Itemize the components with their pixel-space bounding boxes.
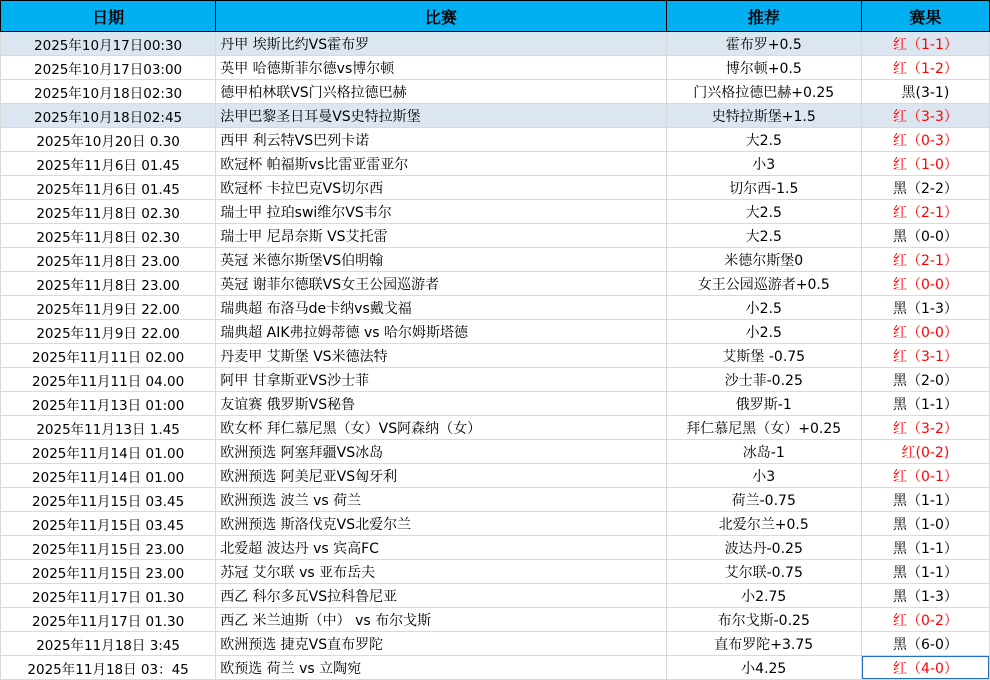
- cell-pick[interactable]: [666, 272, 861, 296]
- date-text: 2025年11月14日 01.00: [32, 445, 185, 462]
- match-text: 欧洲预选 波兰 vs 荷兰: [220, 492, 362, 509]
- date-text: 2025年11月8日 23.00: [36, 253, 180, 270]
- cell-pick[interactable]: [666, 56, 861, 80]
- table-row[interactable]: [1, 608, 990, 632]
- date-text: 2025年10月18日02:30: [34, 85, 183, 102]
- cell-result[interactable]: [861, 536, 989, 560]
- date-text: 2025年10月20日 0.30: [36, 133, 180, 150]
- result-text: 黑（1-3）: [892, 300, 958, 317]
- cell-match[interactable]: [216, 248, 666, 272]
- cell-pick[interactable]: [666, 128, 861, 152]
- cell-date[interactable]: [1, 392, 216, 416]
- cell-pick[interactable]: [666, 80, 861, 104]
- cell-result[interactable]: [861, 416, 989, 440]
- table-row[interactable]: [1, 80, 990, 104]
- date-text: 2025年11月11日 04.00: [32, 373, 185, 390]
- cell-date[interactable]: [1, 104, 216, 128]
- date-text: 2025年11月6日 01.45: [36, 157, 180, 174]
- result-text: 红（4-0）: [892, 660, 958, 677]
- cell-pick[interactable]: [666, 152, 861, 176]
- date-text: 2025年10月18日02:45: [34, 109, 183, 126]
- cell-result[interactable]: [861, 248, 989, 272]
- cell-date[interactable]: [1, 368, 216, 392]
- date-text: 2025年11月18日 03：45: [27, 661, 189, 678]
- date-text: 2025年11月17日 01.30: [32, 589, 185, 606]
- cell-match[interactable]: [216, 152, 666, 176]
- pick-text: 大2.5: [745, 204, 782, 221]
- cell-date[interactable]: [1, 200, 216, 224]
- cell-result[interactable]: [861, 176, 989, 200]
- match-text: 西甲 利云特VS巴列卡诺: [220, 132, 370, 149]
- table-row[interactable]: [1, 536, 990, 560]
- result-text: 红（3-1）: [892, 348, 958, 365]
- cell-result[interactable]: [861, 512, 989, 536]
- header-cell-pick: [666, 1, 861, 32]
- cell-pick[interactable]: [666, 536, 861, 560]
- match-text: 德甲柏林联VS门兴格拉德巴赫: [220, 84, 407, 101]
- result-text: 红（1-2）: [892, 60, 958, 77]
- pick-text: 小2.5: [745, 300, 782, 317]
- pick-text: 直布罗陀+3.75: [714, 636, 814, 653]
- pick-text: 荷兰-0.75: [731, 492, 796, 509]
- match-text: 瑞士甲 尼昂奈斯 VS艾托雷: [220, 228, 388, 245]
- pick-text: 小3: [752, 468, 776, 485]
- cell-result[interactable]: [861, 200, 989, 224]
- cell-match[interactable]: [216, 488, 666, 512]
- date-text: 2025年11月9日 22.00: [36, 301, 180, 318]
- date-text: 2025年11月8日 02.30: [36, 229, 180, 246]
- cell-result[interactable]: [861, 656, 989, 680]
- cell-pick[interactable]: [666, 488, 861, 512]
- date-text: 2025年11月6日 01.45: [36, 181, 180, 198]
- result-text: 红（0-0）: [892, 324, 958, 341]
- result-text: 红（1-0）: [892, 156, 958, 173]
- cell-pick[interactable]: [666, 608, 861, 632]
- cell-result[interactable]: [861, 368, 989, 392]
- pick-text: 小2.75: [741, 588, 787, 605]
- cell-pick[interactable]: [666, 104, 861, 128]
- cell-match[interactable]: [216, 104, 666, 128]
- cell-date[interactable]: [1, 80, 216, 104]
- cell-match[interactable]: [216, 608, 666, 632]
- match-text: 英冠 米德尔斯堡VS伯明翰: [220, 252, 384, 269]
- cell-date[interactable]: [1, 512, 216, 536]
- result-text: 黑（1-1）: [892, 492, 958, 509]
- match-text: 瑞典超 AIK弗拉姆蒂德 vs 哈尔姆斯塔德: [220, 324, 469, 341]
- cell-result[interactable]: [861, 56, 989, 80]
- result-text: 红（2-1）: [892, 204, 958, 221]
- table-row[interactable]: [1, 560, 990, 584]
- match-text: 欧洲预选 捷克VS直布罗陀: [220, 636, 384, 653]
- cell-result[interactable]: [861, 488, 989, 512]
- cell-pick[interactable]: [666, 512, 861, 536]
- result-text: 黑（2-2）: [892, 180, 958, 197]
- match-text: 欧洲预选 阿美尼亚VS匈牙利: [220, 468, 398, 485]
- table-row[interactable]: [1, 152, 990, 176]
- match-text: 英冠 谢菲尔德联VS女王公园巡游者: [220, 276, 440, 293]
- date-text: 2025年11月13日 1.45: [36, 421, 180, 438]
- cell-pick[interactable]: [666, 560, 861, 584]
- result-text: 黑（0-0）: [892, 228, 958, 245]
- pick-text: 冰岛-1: [742, 444, 785, 461]
- cell-date[interactable]: [1, 128, 216, 152]
- cell-date[interactable]: [1, 416, 216, 440]
- cell-result[interactable]: [861, 560, 989, 584]
- match-text: 瑞士甲 拉珀swi维尔VS韦尔: [220, 204, 392, 221]
- match-text: 丹甲 埃斯比约VS霍布罗: [220, 36, 370, 53]
- pick-text: 门兴格拉德巴赫+0.25: [693, 84, 835, 101]
- cell-pick[interactable]: [666, 296, 861, 320]
- cell-result[interactable]: [861, 224, 989, 248]
- cell-result[interactable]: [861, 128, 989, 152]
- result-text: 黑(3-1): [901, 84, 950, 101]
- cell-pick[interactable]: [666, 632, 861, 656]
- date-text: 2025年11月18日 3:45: [36, 637, 181, 654]
- pick-text: 艾斯堡 -0.75: [722, 348, 806, 365]
- match-text: 欧预选 荷兰 vs 立陶宛: [220, 660, 362, 677]
- match-text: 欧洲预选 阿塞拜疆VS冰岛: [220, 444, 384, 461]
- table-row[interactable]: [1, 632, 990, 656]
- cell-pick[interactable]: [666, 344, 861, 368]
- result-text: 黑（6-0）: [892, 636, 958, 653]
- table-row[interactable]: [1, 128, 990, 152]
- cell-match[interactable]: [216, 56, 666, 80]
- cell-date[interactable]: [1, 320, 216, 344]
- table-row[interactable]: [1, 440, 990, 464]
- match-text: 西乙 米兰迪斯（中） vs 布尔戈斯: [220, 612, 432, 629]
- pick-text: 小3: [752, 156, 776, 173]
- cell-match[interactable]: [216, 80, 666, 104]
- cell-pick[interactable]: [666, 224, 861, 248]
- result-text: 红（1-1）: [892, 36, 958, 53]
- result-text: 黑（2-0）: [892, 372, 958, 389]
- cell-pick[interactable]: [666, 464, 861, 488]
- cell-pick[interactable]: [666, 32, 861, 56]
- pick-text: 小4.25: [741, 660, 787, 677]
- table-header-row: [1, 1, 990, 32]
- table-row[interactable]: [1, 32, 990, 56]
- table-row[interactable]: [1, 488, 990, 512]
- cell-result[interactable]: [861, 152, 989, 176]
- result-text: 黑（1-1）: [892, 540, 958, 557]
- header-cell-result: [861, 1, 989, 32]
- cell-result[interactable]: [861, 104, 989, 128]
- result-text: 红（0-2）: [892, 612, 958, 629]
- cell-pick[interactable]: [666, 416, 861, 440]
- cell-match[interactable]: [216, 584, 666, 608]
- table-row[interactable]: [1, 56, 990, 80]
- cell-date[interactable]: [1, 152, 216, 176]
- table-row[interactable]: [1, 272, 990, 296]
- pick-text: 霍布罗+0.5: [725, 36, 802, 53]
- cell-date[interactable]: [1, 440, 216, 464]
- cell-pick[interactable]: [666, 176, 861, 200]
- cell-date[interactable]: [1, 344, 216, 368]
- date-text: 2025年11月15日 23.00: [32, 541, 185, 558]
- cell-pick[interactable]: [666, 584, 861, 608]
- pick-text: 沙士菲-0.25: [724, 372, 803, 389]
- pick-text: 史特拉斯堡+1.5: [711, 108, 816, 125]
- match-text: 北爱超 波达丹 vs 宾高FC: [220, 540, 379, 557]
- cell-date[interactable]: [1, 176, 216, 200]
- cell-result[interactable]: [861, 464, 989, 488]
- pick-text: 博尔顿+0.5: [725, 60, 802, 77]
- cell-pick[interactable]: [666, 320, 861, 344]
- match-text: 西乙 科尔多瓦VS拉科鲁尼亚: [220, 588, 398, 605]
- cell-date[interactable]: [1, 584, 216, 608]
- table-row[interactable]: [1, 464, 990, 488]
- cell-date[interactable]: [1, 632, 216, 656]
- table-row[interactable]: [1, 416, 990, 440]
- date-text: 2025年11月9日 22.00: [36, 325, 180, 342]
- cell-match[interactable]: [216, 440, 666, 464]
- cell-result[interactable]: [861, 344, 989, 368]
- table-row[interactable]: [1, 584, 990, 608]
- cell-result[interactable]: [861, 296, 989, 320]
- match-text: 欧冠杯 卡拉巴克VS切尔西: [220, 180, 384, 197]
- cell-date[interactable]: [1, 608, 216, 632]
- cell-match[interactable]: [216, 536, 666, 560]
- date-text: 2025年11月17日 01.30: [32, 613, 185, 630]
- date-text: 2025年11月15日 03.45: [32, 493, 185, 510]
- cell-date[interactable]: [1, 464, 216, 488]
- match-text: 英甲 哈德斯菲尔德vs博尔顿: [220, 60, 395, 77]
- pick-text: 布尔戈斯-0.25: [717, 612, 810, 629]
- pick-text: 艾尔联-0.75: [724, 564, 803, 581]
- cell-match[interactable]: [216, 128, 666, 152]
- cell-date[interactable]: [1, 248, 216, 272]
- table-row[interactable]: [1, 176, 990, 200]
- cell-result[interactable]: [861, 32, 989, 56]
- pick-text: 大2.5: [745, 132, 782, 149]
- cell-result[interactable]: [861, 632, 989, 656]
- cell-date[interactable]: [1, 536, 216, 560]
- cell-date[interactable]: [1, 488, 216, 512]
- result-text: 黑（1-3）: [892, 588, 958, 605]
- match-text: 友谊赛 俄罗斯VS秘鲁: [220, 396, 356, 413]
- cell-pick[interactable]: [666, 440, 861, 464]
- date-text: 2025年11月11日 02.00: [32, 349, 185, 366]
- result-text: 黑（1-1）: [892, 564, 958, 581]
- table-row[interactable]: [1, 224, 990, 248]
- pick-text: 女王公园巡游者+0.5: [697, 276, 830, 293]
- date-text: 2025年11月14日 01.00: [32, 469, 185, 486]
- match-text: 欧冠杯 帕福斯vs比雷亚雷亚尔: [220, 156, 409, 173]
- pick-text: 小2.5: [745, 324, 782, 341]
- pick-text: 波达丹-0.25: [724, 540, 803, 557]
- cell-match[interactable]: [216, 32, 666, 56]
- cell-pick[interactable]: [666, 392, 861, 416]
- cell-result[interactable]: [861, 608, 989, 632]
- cell-result[interactable]: [861, 440, 989, 464]
- cell-date[interactable]: [1, 56, 216, 80]
- cell-match[interactable]: [216, 296, 666, 320]
- table-row[interactable]: [1, 656, 990, 680]
- result-text: 红（0-1）: [892, 468, 958, 485]
- match-text: 苏冠 艾尔联 vs 亚布岳夫: [220, 564, 376, 581]
- header-cell-date: [1, 1, 216, 32]
- cell-date[interactable]: [1, 272, 216, 296]
- cell-match[interactable]: [216, 272, 666, 296]
- pick-text: 切尔西-1.5: [729, 180, 799, 197]
- table-row[interactable]: [1, 392, 990, 416]
- pick-text: 俄罗斯-1: [735, 396, 792, 413]
- cell-match[interactable]: [216, 656, 666, 680]
- result-text: 红（0-0）: [892, 276, 958, 293]
- cell-result[interactable]: [861, 584, 989, 608]
- result-text: 黑（1-0）: [892, 516, 958, 533]
- match-text: 阿甲 甘拿斯亚VS沙士菲: [220, 372, 370, 389]
- pick-text: 米德尔斯堡0: [724, 252, 804, 269]
- date-text: 2025年11月15日 03.45: [32, 517, 185, 534]
- cell-result[interactable]: [861, 392, 989, 416]
- pick-text: 拜仁慕尼黑（女）+0.25: [686, 420, 842, 437]
- result-text: 黑（1-1）: [892, 396, 958, 413]
- header-date-label: 日期: [92, 7, 125, 27]
- date-text: 2025年10月17日00:30: [34, 37, 183, 54]
- cell-result[interactable]: [861, 80, 989, 104]
- cell-pick[interactable]: [666, 248, 861, 272]
- table-row[interactable]: [1, 512, 990, 536]
- header-match-label: 比赛: [424, 7, 457, 27]
- date-text: 2025年11月8日 02.30: [36, 205, 180, 222]
- cell-match[interactable]: [216, 512, 666, 536]
- match-text: 欧洲预选 斯洛伐克VS北爱尔兰: [220, 516, 412, 533]
- match-text: 法甲巴黎圣日耳曼VS史特拉斯堡: [220, 108, 421, 125]
- match-text: 欧女杯 拜仁慕尼黑（女）VS阿森纳（女）: [220, 420, 482, 437]
- cell-match[interactable]: [216, 464, 666, 488]
- cell-date[interactable]: [1, 560, 216, 584]
- table-row[interactable]: [1, 248, 990, 272]
- cell-result[interactable]: [861, 272, 989, 296]
- table-row[interactable]: [1, 296, 990, 320]
- cell-match[interactable]: [216, 368, 666, 392]
- cell-match[interactable]: [216, 560, 666, 584]
- cell-pick[interactable]: [666, 656, 861, 680]
- match-text: 瑞典超 布洛马de卡纳vs戴戈福: [220, 300, 412, 317]
- cell-pick[interactable]: [666, 368, 861, 392]
- result-text: 红（3-2）: [892, 420, 958, 437]
- cell-date[interactable]: [1, 224, 216, 248]
- cell-match[interactable]: [216, 176, 666, 200]
- table-row[interactable]: [1, 344, 990, 368]
- header-pick-label: 推荐: [747, 7, 780, 27]
- result-text: 红（0-3）: [892, 132, 958, 149]
- cell-result[interactable]: [861, 320, 989, 344]
- table-row[interactable]: [1, 368, 990, 392]
- date-text: 2025年11月13日 01:00: [31, 397, 185, 414]
- result-text: 红(0-2): [901, 444, 950, 461]
- date-text: 2025年10月17日03:00: [34, 61, 183, 78]
- table-row[interactable]: [1, 200, 990, 224]
- cell-match[interactable]: [216, 392, 666, 416]
- header-result-label: 赛果: [909, 7, 942, 27]
- table-row[interactable]: [1, 320, 990, 344]
- cell-match[interactable]: [216, 416, 666, 440]
- cell-match[interactable]: [216, 200, 666, 224]
- cell-match[interactable]: [216, 632, 666, 656]
- pick-text: 北爱尔兰+0.5: [718, 516, 809, 533]
- cell-date[interactable]: [1, 32, 216, 56]
- match-text: 丹麦甲 艾斯堡 VS米德法特: [220, 348, 388, 365]
- date-text: 2025年11月8日 23.00: [36, 277, 180, 294]
- table-row[interactable]: [1, 104, 990, 128]
- result-text: 红（2-1）: [892, 252, 958, 269]
- result-text: 红（3-3）: [892, 108, 958, 125]
- pick-text: 大2.5: [745, 228, 782, 245]
- cell-date[interactable]: [1, 296, 216, 320]
- cell-pick[interactable]: [666, 200, 861, 224]
- cell-date[interactable]: [1, 656, 216, 680]
- cell-match[interactable]: [216, 320, 666, 344]
- date-text: 2025年11月15日 23.00: [32, 565, 185, 582]
- header-cell-match: [216, 1, 666, 32]
- cell-match[interactable]: [216, 344, 666, 368]
- cell-match[interactable]: [216, 224, 666, 248]
